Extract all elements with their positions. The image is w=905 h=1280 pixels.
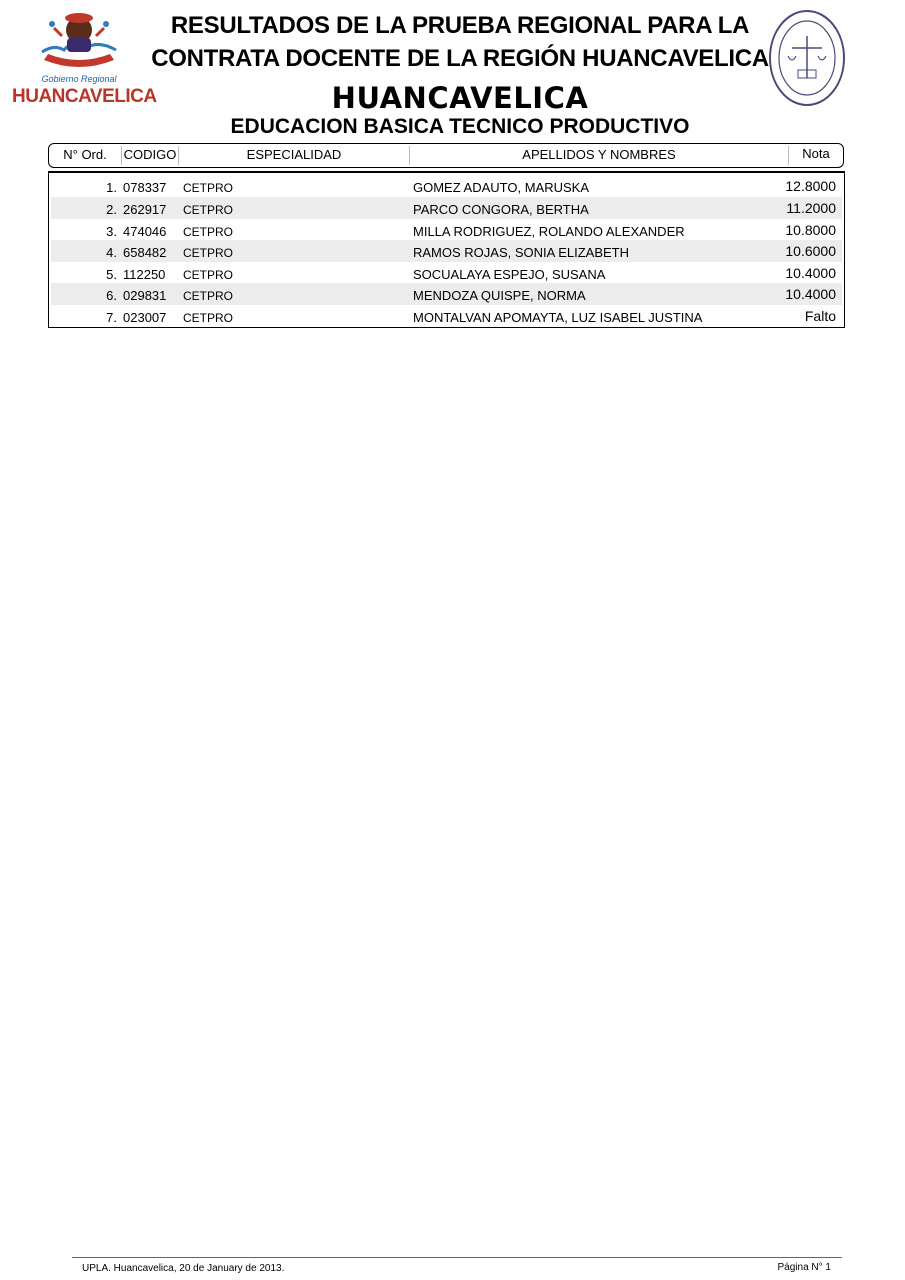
cell-codigo: 029831 <box>123 288 167 303</box>
cell-ord: 5. <box>106 267 117 282</box>
col-header-ord: N° Ord. <box>63 147 107 162</box>
cell-especialidad: CETPRO <box>183 289 234 303</box>
col-header-codigo: CODIGO <box>123 147 177 162</box>
cell-especialidad: CETPRO <box>183 311 234 325</box>
cell-ord: 1. <box>106 180 117 195</box>
footer-divider <box>72 1257 842 1258</box>
cell-nombres: SOCUALAYA ESPEJO, SUSANA <box>413 267 606 282</box>
cell-codigo: 262917 <box>123 202 167 217</box>
cell-codigo: 474046 <box>123 224 167 239</box>
cell-nota: Falto <box>804 308 836 324</box>
region-title: HUANCAVELICA <box>331 81 589 115</box>
cell-ord: 2. <box>106 202 117 217</box>
table-row <box>51 175 842 197</box>
cell-especialidad: CETPRO <box>183 181 234 195</box>
cell-ord: 7. <box>106 310 117 325</box>
cell-nombres: RAMOS ROJAS, SONIA ELIZABETH <box>413 245 629 260</box>
results-table <box>48 171 845 328</box>
cell-especialidad: CETPRO <box>183 246 234 260</box>
cell-codigo: 078337 <box>123 180 167 195</box>
cell-nota: 10.4000 <box>785 265 836 281</box>
table-row <box>51 197 842 219</box>
regional-emblem-icon <box>34 8 124 74</box>
report-title-line2: CONTRATA DOCENTE DE LA REGIÓN HUANCAVELICA <box>151 45 769 72</box>
col-header-nota: Nota <box>802 146 830 161</box>
cell-nota: 11.2000 <box>786 200 836 216</box>
table-row <box>51 283 842 305</box>
table-row <box>51 240 842 262</box>
level-title: EDUCACION BASICA TECNICO PRODUCTIVO <box>230 115 690 138</box>
cell-especialidad: CETPRO <box>183 203 234 217</box>
table-row <box>51 305 842 327</box>
col-header-especialidad: ESPECIALIDAD <box>246 147 342 162</box>
report-title-line1: RESULTADOS DE LA PRUEBA REGIONAL PARA LA <box>170 12 750 39</box>
page-number: Página N° 1 <box>777 1262 831 1273</box>
cell-ord: 3. <box>106 224 117 239</box>
footer-place-date: UPLA. Huancavelica, 20 de January de 2013. <box>82 1263 285 1274</box>
table-row <box>51 262 842 284</box>
cell-nota: 12.8000 <box>785 178 836 194</box>
cell-nota: 10.8000 <box>785 222 836 238</box>
cell-ord: 4. <box>106 245 117 260</box>
cell-codigo: 658482 <box>123 245 167 260</box>
table-row <box>51 219 842 241</box>
cell-ord: 6. <box>106 288 117 303</box>
table-header <box>48 143 844 168</box>
upla-seal <box>768 8 846 108</box>
cell-especialidad: CETPRO <box>183 225 234 239</box>
cell-codigo: 023007 <box>123 310 167 325</box>
cell-nombres: MILLA RODRIGUEZ, ROLANDO ALEXANDER <box>413 224 685 239</box>
university-seal-icon <box>768 8 846 108</box>
col-header-nombres: APELLIDOS Y NOMBRES <box>522 147 676 162</box>
logo-name: HUANCAVELICA <box>12 86 157 107</box>
cell-nombres: MENDOZA QUISPE, NORMA <box>413 288 586 303</box>
cell-nota: 10.4000 <box>785 286 836 302</box>
cell-nota: 10.6000 <box>785 243 836 259</box>
gobierno-regional-logo <box>12 8 157 107</box>
cell-especialidad: CETPRO <box>183 268 234 282</box>
cell-nombres: GOMEZ ADAUTO, MARUSKA <box>413 180 590 195</box>
cell-codigo: 112250 <box>123 267 166 282</box>
cell-nombres: PARCO CONGORA, BERTHA <box>413 202 589 217</box>
logo-caption: Gobierno Regional <box>41 74 117 84</box>
cell-nombres: MONTALVAN APOMAYTA, LUZ ISABEL JUSTINA <box>413 310 703 325</box>
